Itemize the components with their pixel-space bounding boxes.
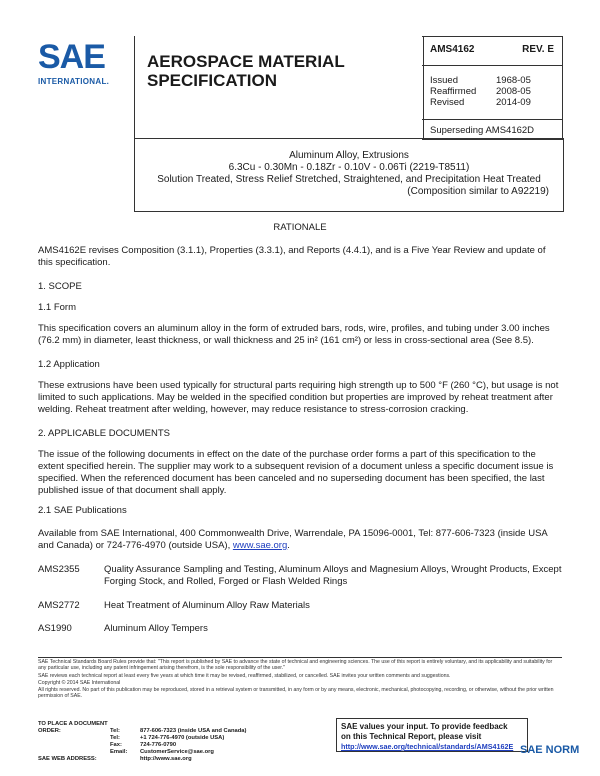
footer-review: SAE reviews each technical report at least every five years at which time it may be revised, reaffirmed, stabilized, or cancelled. SAE invites your written comments and suggestions. — [38, 672, 451, 679]
title-line-2: SPECIFICATION — [147, 71, 278, 90]
section-1-2-heading: 1.2 Application — [38, 359, 100, 370]
reference-description: Aluminum Alloy Tempers — [104, 623, 208, 634]
feedback-line-2: on this Technical Report, please visit — [341, 732, 482, 741]
reference-code: AS1990 — [38, 623, 72, 634]
footer-rules: SAE Technical Standards Board Rules provide that: "This report is published by SAE to advance the state of technical and engineering sciences. The use of this report is entirely voluntary, and its applicability and suitability for any particular use, including any patent infringement arising therefrom, is the sole responsibility of the user." — [38, 659, 553, 672]
reference-description: Quality Assurance Sampling and Testing, Aluminum Alloys and Magnesium Alloys, Wrought Products, Except Forging Stock, and Rolled, Forged or Flash Welded Rings — [104, 564, 562, 587]
subject-box — [134, 138, 564, 212]
issued-value: 1968-05 — [496, 75, 531, 86]
document-info-box — [422, 36, 563, 140]
superseding: Superseding AMS4162D — [430, 125, 535, 136]
feedback-link[interactable]: http://www.sae.org/technical/standards/AMS4162E — [341, 742, 514, 751]
reaffirmed-label: Reaffirmed — [430, 86, 477, 97]
document-header — [38, 36, 562, 138]
web-label: SAE WEB ADDRESS: — [38, 756, 97, 762]
issued-label: Issued — [430, 75, 458, 86]
availability-text: Available from SAE International, 400 Commonwealth Drive, Warrendale, PA 15096-0001, Tel: 877-606-7323 (inside USA and Canada) or 724-776-4970 (outside USA), — [38, 528, 548, 551]
order-label: TO PLACE A DOCUMENT ORDER: — [38, 721, 108, 734]
logo-subtitle: INTERNATIONAL. — [38, 77, 110, 86]
footer-rights: All rights reserved. No part of this publication may be reproduced, stored in a retrieval system or transmitted, in any form or by any means, electronic, mechanical, photocopying, recording, or otherwise, without the prior written permission of SAE. — [38, 687, 554, 700]
order-contact-block — [38, 721, 338, 763]
dates-block — [430, 75, 531, 108]
logo-mark: SAE — [38, 38, 105, 76]
doc-number-row — [422, 37, 562, 66]
reference-row — [38, 623, 562, 637]
email-label: Email: — [110, 749, 128, 755]
doc-number: AMS4162 — [430, 44, 475, 55]
document-title — [147, 52, 345, 90]
section-2-1-text — [38, 528, 562, 552]
section-1-2-text: These extrusions have been used typically for structural parts requiring high strength up to 500 °F (260 °C), but usage is not limited to such applications. May be welded in the specified condition but properties are improved by reheat treatment after welding. Reheat treatment after welding, however, may reduce resistance to stress-corrosion cracking. — [38, 380, 559, 415]
section-2-text: The issue of the following documents in effect on the date of the purchase order forms a part of this specification to the extent specified herein. The supplier may work to a subsequent revision of a document unless a specific document issue is specified. When the referenced document has been canceled and no superseding document has been specified, the last published issue of that document shall apply. — [38, 449, 554, 496]
sae-website-link[interactable]: www.sae.org — [232, 540, 288, 551]
tel1-label: Tel: — [110, 728, 120, 734]
reference-code: AMS2355 — [38, 564, 80, 575]
section-1-heading: 1. SCOPE — [38, 281, 82, 292]
section-2-heading: 2. APPLICABLE DOCUMENTS — [38, 428, 170, 439]
rationale-heading: RATIONALE — [273, 222, 327, 233]
tel2-value: +1 724-776-4970 (outside USA) — [140, 735, 225, 741]
subject-line-3: Solution Treated, Stress Relief Stretched, Straightened, and Precipitation Heat Treated — [157, 174, 541, 185]
title-line-1: AEROSPACE MATERIAL — [147, 52, 345, 71]
fax-label: Fax: — [110, 742, 122, 748]
web-value[interactable]: http://www.sae.org — [140, 756, 192, 762]
reference-description: Heat Treatment of Aluminum Alloy Raw Materials — [104, 600, 310, 611]
subject-line-4: (Composition similar to A92219) — [407, 186, 549, 197]
superseding-row — [422, 119, 562, 140]
tel2-label: Tel: — [110, 735, 120, 741]
revised-value: 2014-09 — [496, 97, 531, 108]
tel1-value: 877-606-7323 (inside USA and Canada) — [140, 728, 247, 734]
subject-line-1: Aluminum Alloy, Extrusions — [289, 150, 409, 161]
revision: REV. E — [522, 44, 554, 55]
subject-line-2: 6.3Cu - 0.30Mn - 0.18Zr - 0.10V - 0.06Ti (2219-T8511) — [228, 162, 470, 173]
footer-copyright: Copyright © 2014 SAE International — [38, 679, 121, 686]
reference-row — [38, 564, 562, 590]
sae-logo — [38, 36, 128, 96]
legal-footer — [38, 657, 562, 701]
reference-code: AMS2772 — [38, 600, 80, 611]
fax-value: 724-776-0790 — [140, 742, 177, 748]
availability-period: . — [287, 540, 290, 551]
email-value[interactable]: CustomerService@sae.org — [140, 749, 214, 755]
revised-label: Revised — [430, 97, 465, 108]
section-1-1-heading: 1.1 Form — [38, 302, 77, 313]
sae-norm-stamp: SAE NORM — [520, 744, 580, 756]
feedback-line-1: SAE values your input. To provide feedback — [341, 722, 508, 731]
reaffirmed-value: 2008-05 — [496, 86, 531, 97]
rationale-text: AMS4162E revises Composition (3.1.1), Properties (3.3.1), and Reports (4.4.1), and is a Five Year Review and update of this specification. — [38, 245, 546, 268]
feedback-box — [336, 718, 528, 752]
reference-row — [38, 600, 562, 614]
title-box — [134, 36, 424, 138]
section-1-1-text: This specification covers an aluminum alloy in the form of extruded bars, rods, wire, profiles, and tubing under 3.00 inches (76.2 mm) in diameter, least thickness, or wall thickness and 25 in² (161 cm²) or less in cross-sectional area (See 8.5). — [38, 323, 550, 346]
section-2-1-heading: 2.1 SAE Publications — [38, 505, 127, 516]
